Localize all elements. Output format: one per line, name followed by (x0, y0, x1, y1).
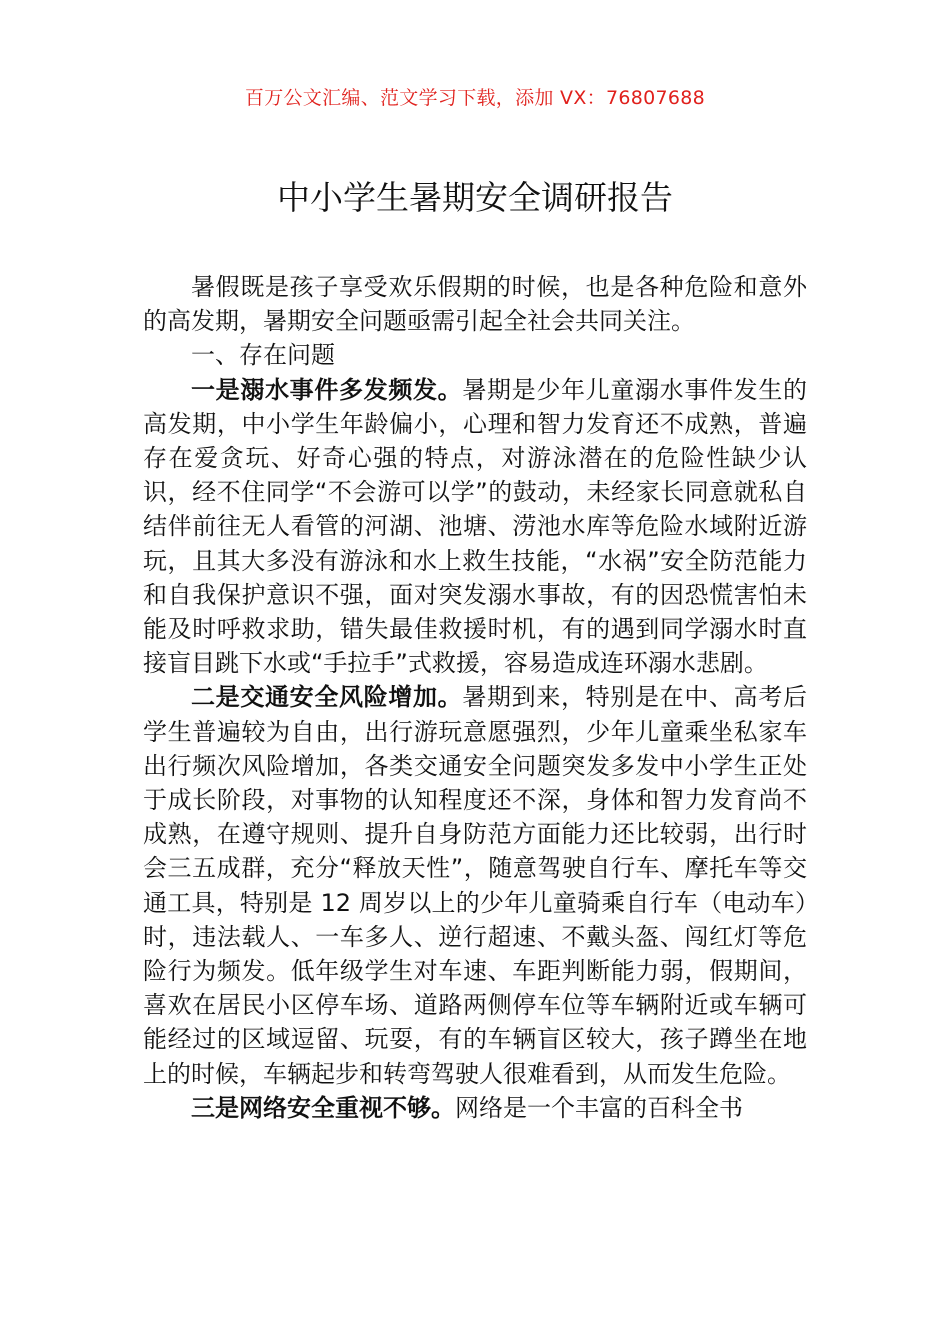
paragraph-lead: 三是网络安全重视不够。 (191, 1093, 455, 1122)
watermark-contact-note: 百万公文汇编、范文学习下载，添加 VX：76807688 (244, 87, 706, 109)
paragraph-text: 暑期到来，特别是在中、高考后学生普遍较为自由，出行游玩意愿强烈，少年儿童乘坐私家车出行频次风险增加，各类交通安全问题突发多发中小学生正处于成长阶段，对事物的认知程度还不深，身体和智力发育尚不成熟，在遵守规则、提升自身防范方面能力还比较弱，出行时会三五成群，充分“释放天性”，随意驾驶自行车、摩托车等交通工具，特别是 12 周岁以上的少年儿童骑乘自行车（电动车）时，违法载人、一车多人、逆行超速、不戴头盔、闯红灯等危险行为频发。低年级学生对车速、车距判断能力弱，假期间，喜欢在居民小区停车场、道路两侧停车位等车辆附近或车辆可能经过的区域逗留、玩耍，有的车辆盲区较大，孩子蹲坐在地上的时候，车辆起步和转弯驾驶人很难看到，从而发生危险。 (143, 683, 808, 1088)
body-paragraph (143, 1091, 807, 1125)
body-paragraph (143, 373, 807, 681)
intro-paragraph: 暑假既是孩子享受欢乐假期的时候，也是各种危险和意外的高发期，暑期安全问题亟需引起全社会共同关注。 (143, 273, 807, 336)
section-heading: 一、存在问题 (191, 341, 335, 370)
document-body (143, 270, 807, 1125)
paragraph-text: 网络是一个丰富的百科全书 (455, 1093, 743, 1122)
paragraph-text: 暑期是少年儿童溺水事件发生的高发期，中小学生年龄偏小，心理和智力发育还不成熟，普遍存在爱贪玩、好奇心强的特点，对游泳潜在的危险性缺少认识，经不住同学“不会游可以学”的鼓动，未经家长同意就私自结伴前往无人看管的河湖、池塘、涝池水库等危险水域附近游玩，且其大多没有游泳和水上救生技能，“水祸”安全防范能力和自我保护意识不强，面对突发溺水事故，有的因恐慌害怕未能及时呼救求助，错失最佳救援时机，有的遇到同学溺水时直接盲目跳下水或“手拉手”式救援，容易造成连环溺水悲剧。 (143, 375, 808, 678)
paragraph-lead: 二是交通安全风险增加。 (191, 683, 463, 712)
paragraph-lead: 一是溺水事件多发频发。 (191, 375, 463, 404)
document-title: 中小学生暑期安全调研报告 (277, 178, 673, 217)
body-paragraph (143, 680, 807, 1090)
